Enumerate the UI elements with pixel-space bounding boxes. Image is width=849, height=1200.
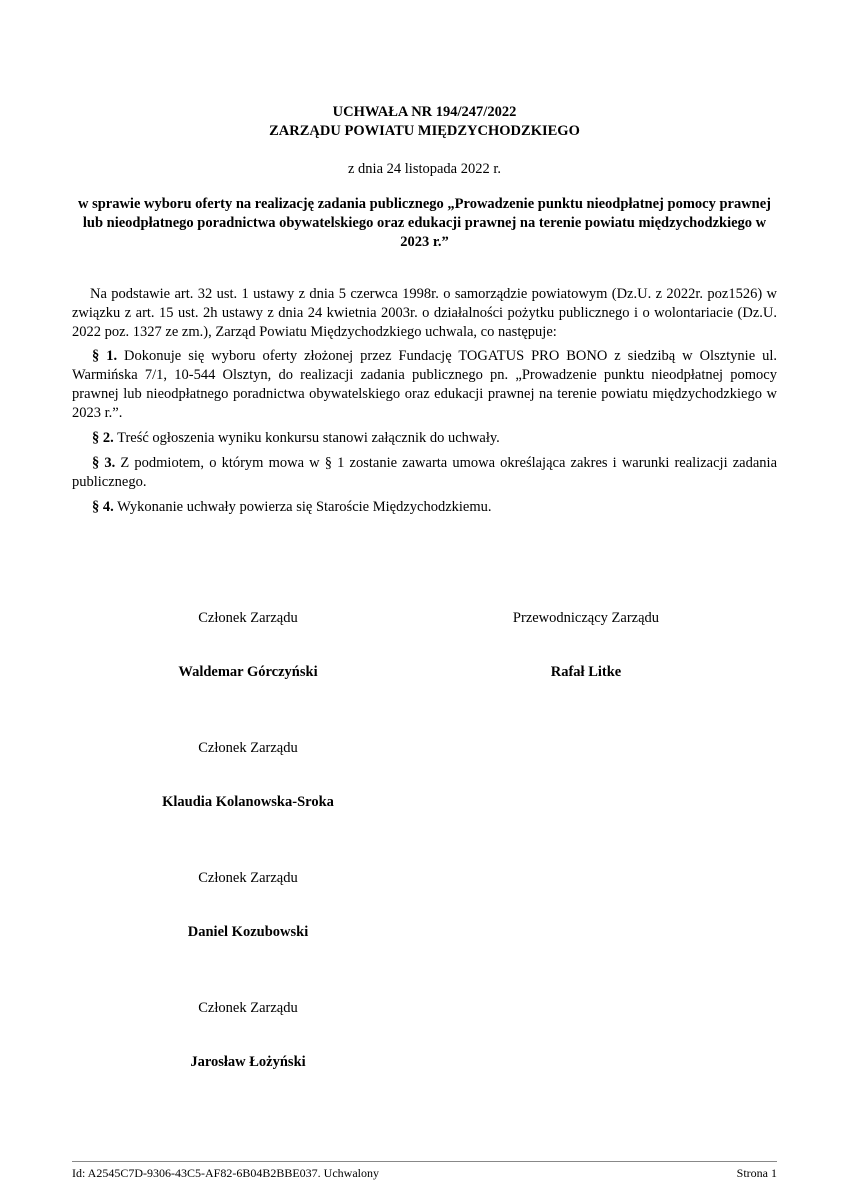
- document-id: Id: A2545C7D-9306-43C5-AF82-6B04B2BBE037. Uchwalony: [72, 1166, 379, 1180]
- section-3-label: § 3.: [92, 455, 116, 471]
- section-2-text: Treść ogłoszenia wyniku konkursu stanowi załącznik do uchwały.: [113, 430, 500, 446]
- section-3-text: Z podmiotem, o którym mowa w § 1 zostanie zawarta umowa określająca zakres i warunki realizacji zadania publicznego.: [72, 455, 778, 490]
- section-2-label: § 2.: [92, 430, 114, 446]
- footer-divider: [72, 1161, 777, 1162]
- signature-name-member-1: Waldemar Górczyński: [178, 664, 318, 680]
- signature-role-member-1: Członek Zarządu: [198, 610, 298, 626]
- signature-name-member-2: Klaudia Kolanowska-Sroka: [162, 794, 334, 810]
- signature-role-member-3: Członek Zarządu: [198, 870, 298, 886]
- signature-role-member-2: Członek Zarządu: [198, 740, 298, 756]
- resolution-date: z dnia 24 listopada 2022 r.: [347, 161, 502, 177]
- resolution-subject: w sprawie wyboru oferty na realizację zadania publicznego „Prowadzenie punktu nieodpłatnej pomocy prawnej lub nieodpłatnego poradnictwa obywatelskiego oraz edukacji prawnej na terenie powiatu międzychodzkiego w 2023 r.”: [77, 196, 772, 250]
- signature-role-chair: Przewodniczący Zarządu: [512, 610, 660, 626]
- section-1-label: § 1.: [92, 348, 118, 364]
- section-1: [72, 347, 777, 423]
- signature-name-member-4: Jarosław Łożyński: [190, 1054, 306, 1070]
- page-number: Strona 1: [736, 1166, 777, 1180]
- signature-name-member-3: Daniel Kozubowski: [187, 924, 309, 940]
- section-4-label: § 4.: [92, 499, 114, 515]
- section-2: [72, 429, 777, 448]
- section-4: [72, 498, 777, 517]
- signature-role-member-4: Członek Zarządu: [198, 1000, 298, 1016]
- signature-name-chair: Rafał Litke: [550, 664, 622, 680]
- section-4-text: Wykonanie uchwały powierza się Staroście Międzychodzkiemu.: [113, 499, 492, 515]
- preamble-text: Na podstawie art. 32 ust. 1 ustawy z dnia 5 czerwca 1998r. o samorządzie powiatowym (Dz.U. z 2022r. poz1526) w związku z art. 15 ust. 2h ustawy z dnia 24 kwietnia 2003r. o działalności pożytku publicznego i o wolontariacie (Dz.U. 2022 poz. 1327 ze zm.), Zarząd Powiatu Międzychodzkiego uchwala, co następuje:: [72, 286, 777, 340]
- section-1-text: Dokonuje się wyboru oferty złożonej przez Fundację TOGATUS PRO BONO z siedzibą w Olsztynie ul. Warmińska 7/1, 10-544 Olsztyn, do realizacji zadania publicznego pn. „Prowadzenie punktu nieodpłatnej pomocy prawnej lub nieodpłatnego poradnictwa obywatelskiego oraz edukacji prawnej na terenie powiatu międzychodzkiego w 2023 r.”.: [72, 348, 778, 421]
- resolution-number: UCHWAŁA NR 194/247/2022: [332, 104, 517, 120]
- preamble: [72, 285, 777, 342]
- section-3: [72, 454, 777, 492]
- issuing-body: ZARZĄDU POWIATU MIĘDZYCHODZKIEGO: [269, 123, 580, 139]
